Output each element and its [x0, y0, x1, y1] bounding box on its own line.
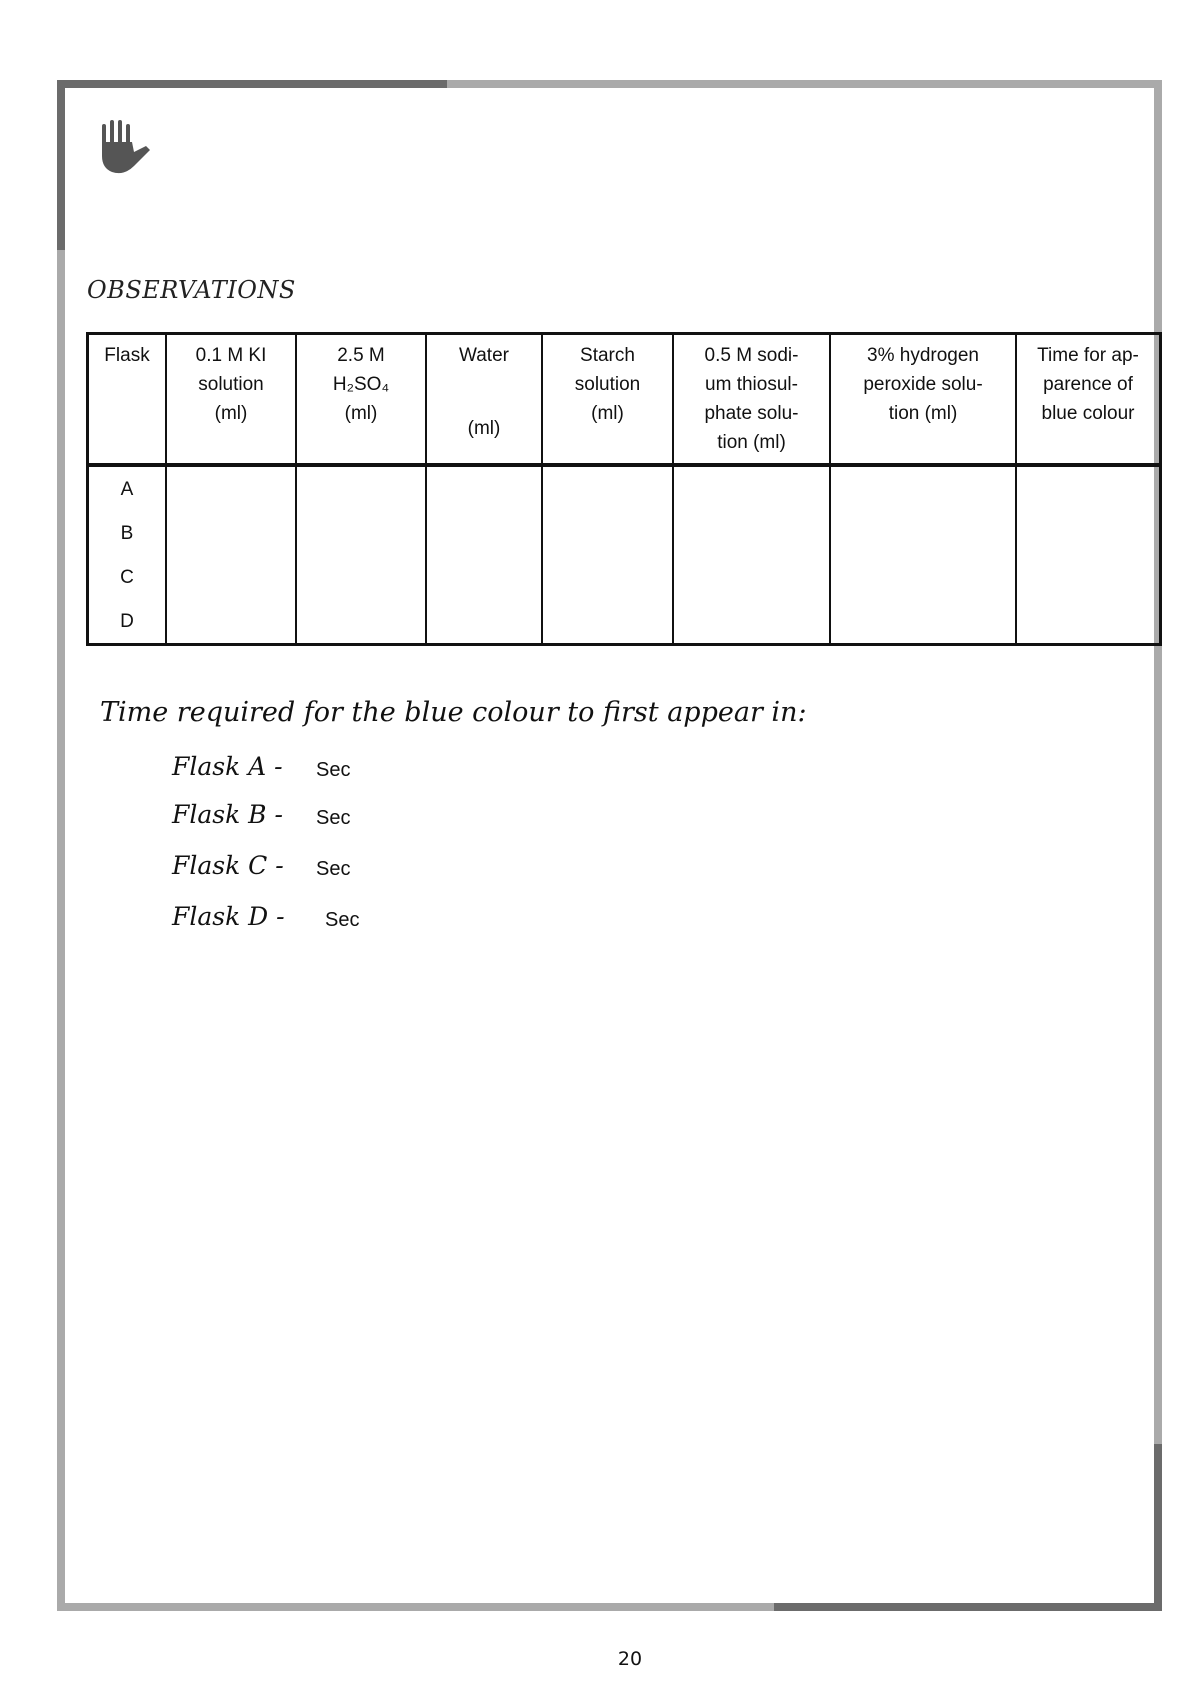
cell	[296, 511, 426, 555]
header-text: parence of	[1043, 374, 1133, 395]
cell	[1016, 599, 1161, 645]
cell	[542, 555, 673, 599]
header-text: peroxide solu-	[863, 374, 983, 395]
frame-accent-top	[57, 80, 447, 88]
header-ki	[166, 334, 296, 466]
cell	[673, 555, 830, 599]
header-text: 3% hydrogen	[867, 345, 979, 366]
cell	[296, 599, 426, 645]
header-text: tion (ml)	[888, 403, 958, 424]
cell	[296, 555, 426, 599]
header-thiosulphate	[673, 334, 830, 466]
cell	[296, 465, 426, 511]
hand-icon	[100, 120, 152, 176]
page-frame	[57, 80, 1162, 1611]
row-label: A	[88, 465, 167, 511]
frame-accent-right	[1154, 1444, 1162, 1611]
flask-b-unit: Sec	[316, 807, 351, 829]
cell	[830, 555, 1016, 599]
header-text: phate solu-	[704, 403, 799, 424]
header-text: tion (ml)	[717, 432, 786, 453]
cell	[166, 465, 296, 511]
table-row	[88, 555, 1161, 599]
row-label: D	[88, 599, 167, 645]
observations-table	[86, 332, 1162, 646]
header-text: blue colour	[1041, 403, 1135, 424]
header-text: (ml)	[467, 418, 501, 439]
flask-c-unit: Sec	[316, 858, 351, 880]
table-header-row	[88, 334, 1161, 466]
header-flask	[88, 334, 167, 466]
header-text: H₂SO₄	[332, 374, 390, 395]
cell	[1016, 465, 1161, 511]
header-peroxide	[830, 334, 1016, 466]
cell	[830, 599, 1016, 645]
header-text: solution	[574, 374, 641, 395]
cell	[1016, 511, 1161, 555]
frame-accent-bottom	[774, 1603, 1162, 1611]
cell	[426, 465, 542, 511]
header-text: 2.5 M	[337, 345, 385, 366]
time-required-title: Time required for the blue colour to first appear in:	[100, 697, 807, 728]
table-row	[88, 511, 1161, 555]
cell	[166, 599, 296, 645]
cell	[830, 465, 1016, 511]
header-time	[1016, 334, 1161, 466]
frame-accent-left	[57, 80, 65, 250]
row-label: B	[88, 511, 167, 555]
cell	[673, 511, 830, 555]
header-h2so4	[296, 334, 426, 466]
header-text: (ml)	[591, 403, 624, 424]
flask-a-unit: Sec	[316, 759, 351, 781]
header-text: solution	[198, 374, 264, 395]
table-row	[88, 599, 1161, 645]
cell	[542, 599, 673, 645]
cell	[1016, 555, 1161, 599]
cell	[426, 511, 542, 555]
header-text: Starch	[580, 345, 635, 366]
flask-a-label: Flask A -	[172, 752, 283, 781]
header-text: (ml)	[214, 403, 248, 424]
cell	[166, 511, 296, 555]
cell	[426, 555, 542, 599]
header-starch	[542, 334, 673, 466]
flask-d-unit: Sec	[325, 909, 360, 931]
flask-b-label: Flask B -	[172, 800, 283, 829]
cell	[673, 599, 830, 645]
flask-d-label: Flask D -	[172, 902, 285, 931]
section-title: OBSERVATIONS	[87, 276, 296, 304]
cell	[673, 465, 830, 511]
header-spacer	[431, 370, 537, 414]
page-number: 20	[617, 1648, 643, 1670]
header-text: Water	[459, 345, 509, 366]
row-label: C	[88, 555, 167, 599]
table-row	[88, 465, 1161, 511]
header-text: (ml)	[344, 403, 378, 424]
header-text: um thiosul-	[705, 374, 798, 395]
header-water	[426, 334, 542, 466]
cell	[542, 511, 673, 555]
header-text: 0.1 M KI	[195, 345, 267, 366]
cell	[426, 599, 542, 645]
flask-c-label: Flask C -	[172, 851, 284, 880]
header-text: 0.5 M sodi-	[704, 345, 799, 366]
cell	[166, 555, 296, 599]
cell	[830, 511, 1016, 555]
header-text: Time for ap-	[1037, 345, 1139, 366]
header-text: Flask	[104, 345, 150, 366]
cell	[542, 465, 673, 511]
